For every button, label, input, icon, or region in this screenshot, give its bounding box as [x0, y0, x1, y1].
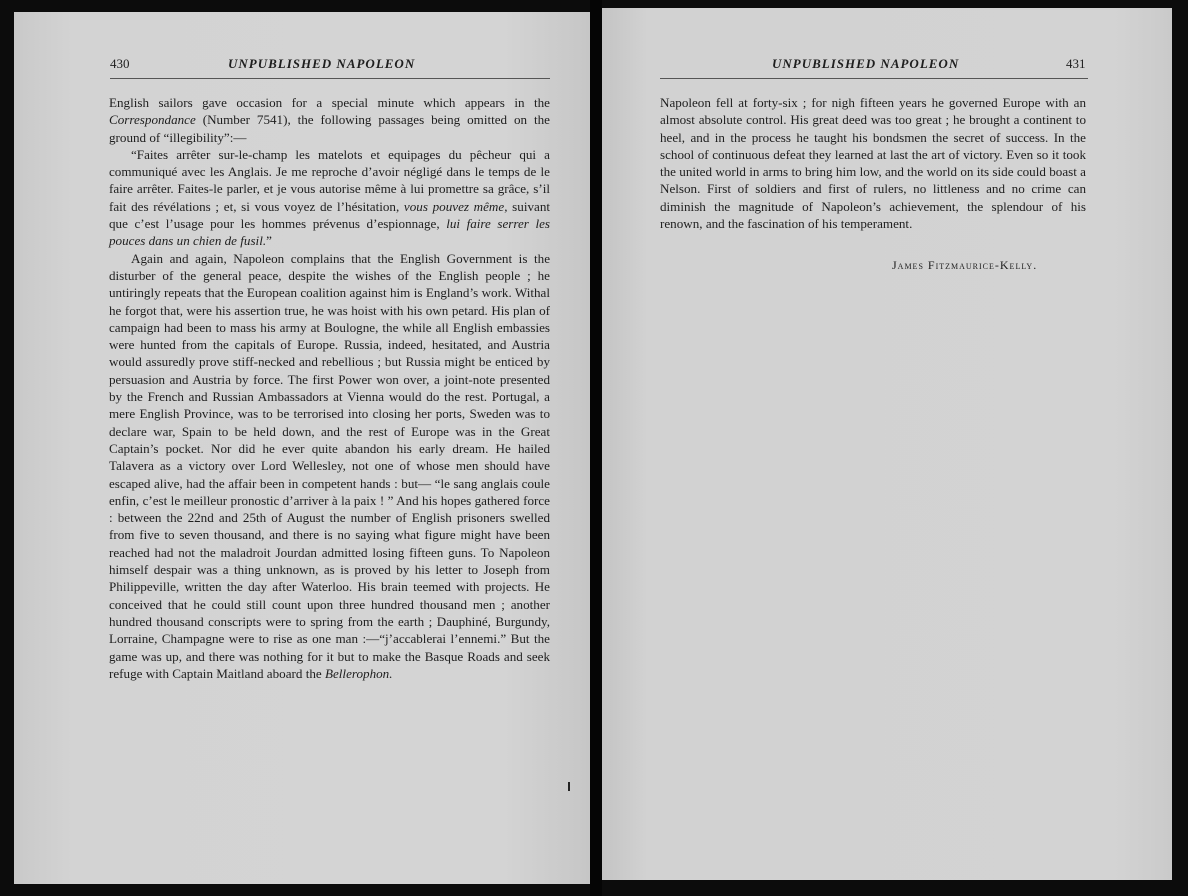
author-signature: James Fitzmaurice-Kelly.: [892, 258, 1038, 272]
italic-text: Correspondance: [109, 112, 196, 128]
right-header-rule: [660, 78, 1088, 79]
text-run: Napoleon fell at forty-six ; for nigh fifteen years he governed Europe with an almost absolute control. His great deed was too great ; he brought a continent to heel, and in the process he taught his bondsmen the secret of success. In the school of continuous defeat they learned at last the art of victory. Even so it took the united world in arms to bring him low, and the world on its side could boast a Nelson. First of soldiers and first of rulers, no littleness and no crime can diminish the magnitude of Napoleon’s achievement, the splendour of his renown, and the fascination of his temperament.: [660, 95, 1086, 232]
text-run: Again and again, Napoleon complains that the English Government is the disturber of the general peace, despite the wishes of the English people ; he untiringly repeats that the European coalition against him is England’s work. Withal he forgot that, were his assertion true, he was hoist with his own petard. His plan of campaign had been to mass his army at Boulogne, the while all English embassies were hunted from the capitals of Europe. Russia, indeed, hesitated, and Austria would assuredly prove stiff-necked and rebellious ; but Russia might be enticed by persuasion and Austria by force. The first Power won over, a joint-note presented by the French and Russian Ambassadors at Vienna would do the rest. Portugal, a mere English Province, was to be terrorised into closing her ports, Sweden was to declare war, Spain to be held down, and the rest of Europe was in the Great Captain’s pocket. Nor did he ever quite abandon his early dream. He hailed Talavera as a victory over Lord Wellesley, not one of whose men should have escaped alive, had the affair been in competent hands : but— “le sang anglais coule enfin, c’est le meilleur pronostic d’arriver à la paix ! ” And his hopes gathered force : between the 22nd and 25th of August the number of English prisoners swelled from five to seven thousand, and there is no saying what figure might have been reached had not the maladroit Jourdan admitted losing fifteen guns. To Napoleon himself despair was a thing unknown, as is proved by his letter to Joseph from Philippeville, written the day after Waterloo. His brain teemed with projects. He conceived that he could still count upon three hundred thousand men ; another hundred thousand conscripts were to spring from the earth ; Dauphiné, Burgundy, Lorraine, Champagne were to rise as one man :—“j’accablerai l’ennemi.” But the game was up, and there was nothing for it but to make the Basque Roads and seek refuge with Captain Maitland aboard the: [109, 250, 550, 681]
right-page-number: 431: [1066, 56, 1086, 71]
left-header-rule: [110, 78, 550, 79]
italic-text: lui faire serrer les pouces dans un chien de fusil.: [109, 216, 550, 249]
ink-speck: [568, 782, 570, 791]
right-page-header: [660, 56, 1088, 74]
text-run: suivant que c’est l’usage pour les hommes prévenus d’espionnage,: [109, 198, 551, 232]
italic-text: vous pouvez même,: [403, 198, 508, 214]
right-page: [602, 8, 1172, 880]
left-running-title: UNPUBLISHED NAPOLEON: [228, 56, 416, 71]
left-page-number: 430: [110, 56, 130, 71]
left-page-body: [109, 94, 550, 682]
text-run: ”: [266, 233, 272, 249]
text-run: “Faites arrêter sur-le-champ les matelots et equipages du pêcheur qui a communiqué avec les Anglais. Je me reproche d’avoir négligé dans le temps de le faire arrêter. Faites-le parler, et je vous autorise même à lui promettre sa grâce, s’il fait des révélations ; et, si vous voyez de l’hésitation,: [109, 146, 550, 214]
text-run: (Number 7541), the following passages being omitted on the ground of “illegibility”:—: [109, 112, 550, 145]
right-page-body: [660, 94, 1086, 232]
right-running-title: UNPUBLISHED NAPOLEON: [772, 56, 960, 71]
left-page-header: [110, 56, 550, 74]
left-page: [14, 12, 590, 884]
paragraph: [109, 250, 550, 682]
text-run: English sailors gave occasion for a special minute which appears in the: [109, 95, 550, 110]
book-gutter: [590, 0, 602, 896]
paragraph: [109, 94, 550, 146]
paragraph: [109, 146, 550, 250]
italic-text: Bellerophon.: [324, 665, 393, 681]
paragraph: [660, 94, 1086, 232]
